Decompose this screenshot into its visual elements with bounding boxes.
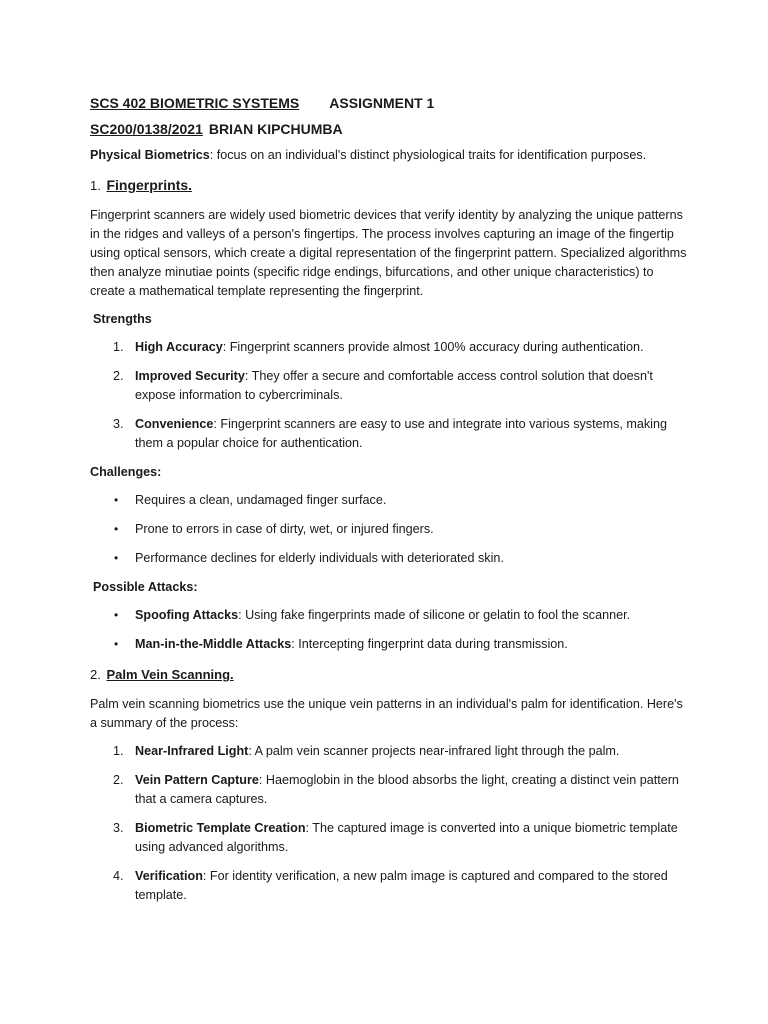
course-title: SCS 402 BIOMETRIC SYSTEMS	[90, 95, 300, 111]
item-text: : They offer a secure and comfortable access control solution that doesn't expose information to cybercriminals.	[135, 369, 653, 402]
section-number: 1.	[90, 178, 101, 193]
list-marker: 2.	[113, 369, 124, 383]
list-marker: 1.	[113, 744, 124, 758]
section-number: 2.	[90, 667, 101, 682]
strengths-heading: Strengths	[93, 312, 152, 326]
item-term: Verification	[135, 869, 203, 883]
intro-paragraph	[90, 146, 690, 165]
list-item	[90, 415, 690, 453]
process-steps-list	[90, 742, 690, 905]
student-line	[90, 120, 690, 138]
bullet-marker: •	[114, 493, 119, 507]
document-body	[90, 94, 690, 915]
item-term: Spoofing Attacks	[135, 608, 239, 622]
item-text: : Fingerprint scanners are easy to use and integrate into various systems, making them a popular choice for authentication.	[135, 417, 667, 450]
list-item	[90, 549, 690, 568]
item-text: : For identity verification, a new palm image is captured and compared to the stored template.	[135, 869, 668, 902]
bullet-marker: •	[114, 637, 119, 651]
item-text: : The captured image is converted into a unique biometric template using advanced algorithms.	[135, 821, 678, 854]
section-heading-fingerprints	[90, 174, 690, 197]
challenges-heading: Challenges:	[90, 465, 162, 479]
bullet-marker: •	[114, 608, 119, 622]
list-item	[90, 867, 690, 905]
list-item	[90, 742, 690, 761]
attacks-heading: Possible Attacks:	[93, 580, 198, 594]
item-text: Requires a clean, undamaged finger surface.	[135, 493, 387, 507]
assignment-label: ASSIGNMENT 1	[329, 95, 435, 111]
registration-number: SC200/0138/2021	[90, 121, 203, 137]
item-term: Improved Security	[135, 369, 245, 383]
document-title-line	[90, 94, 690, 112]
challenges-list	[90, 491, 690, 568]
item-text: Performance declines for elderly individuals with deteriorated skin.	[135, 551, 504, 565]
list-item	[90, 771, 690, 809]
section-heading-palm-vein	[90, 664, 690, 686]
list-marker: 3.	[113, 417, 124, 431]
list-item	[90, 606, 690, 625]
attacks-list	[90, 606, 690, 654]
list-item	[90, 819, 690, 857]
section-title: Fingerprints.	[106, 177, 193, 193]
list-item	[90, 338, 690, 357]
bullet-marker: •	[114, 522, 119, 536]
item-text: : A palm vein scanner projects near-infrared light through the palm.	[248, 744, 620, 758]
item-term: High Accuracy	[135, 340, 223, 354]
item-term: Biometric Template Creation	[135, 821, 306, 835]
palm-vein-paragraph: Palm vein scanning biometrics use the unique vein patterns in an individual's palm for identification. Here's a summary of the process:	[90, 697, 683, 730]
item-term: Vein Pattern Capture	[135, 773, 259, 787]
item-text: : Haemoglobin in the blood absorbs the light, creating a distinct vein pattern that a camera captures.	[135, 773, 679, 806]
item-text: : Using fake fingerprints made of silicone or gelatin to fool the scanner.	[238, 608, 631, 622]
section-title: Palm Vein Scanning.	[106, 667, 234, 682]
list-marker: 1.	[113, 340, 124, 354]
item-text: : Fingerprint scanners provide almost 100% accuracy during authentication.	[222, 340, 644, 354]
item-term: Convenience	[135, 417, 214, 431]
student-name: BRIAN KIPCHUMBA	[208, 121, 343, 137]
list-item	[90, 491, 690, 510]
list-marker: 4.	[113, 869, 124, 883]
list-marker: 3.	[113, 821, 124, 835]
list-marker: 2.	[113, 773, 124, 787]
item-term: Man-in-the-Middle Attacks	[135, 637, 292, 651]
intro-text: : focus on an individual's distinct physiological traits for identification purposes.	[209, 148, 647, 162]
item-text: : Intercepting fingerprint data during transmission.	[291, 637, 568, 651]
intro-term: Physical Biometrics	[90, 148, 210, 162]
list-item	[90, 367, 690, 405]
item-term: Near-Infrared Light	[135, 744, 249, 758]
fingerprints-paragraph: Fingerprint scanners are widely used biometric devices that verify identity by analyzing the unique patterns in the ridges and valleys of a person's fingertips. The process involves capturing an image of the fingertip using optical sensors, which create a digital representation of the fingerprint pattern. Specialized algorithms then analyze minutiae points (specific ridge endings, bifurcations, and other unique characteristics) to create a mathematical template representing the fingerprint.	[90, 208, 687, 298]
item-text: Prone to errors in case of dirty, wet, or injured fingers.	[135, 522, 434, 536]
list-item	[90, 635, 690, 654]
strengths-list	[90, 338, 690, 453]
bullet-marker: •	[114, 551, 119, 565]
list-item	[90, 520, 690, 539]
